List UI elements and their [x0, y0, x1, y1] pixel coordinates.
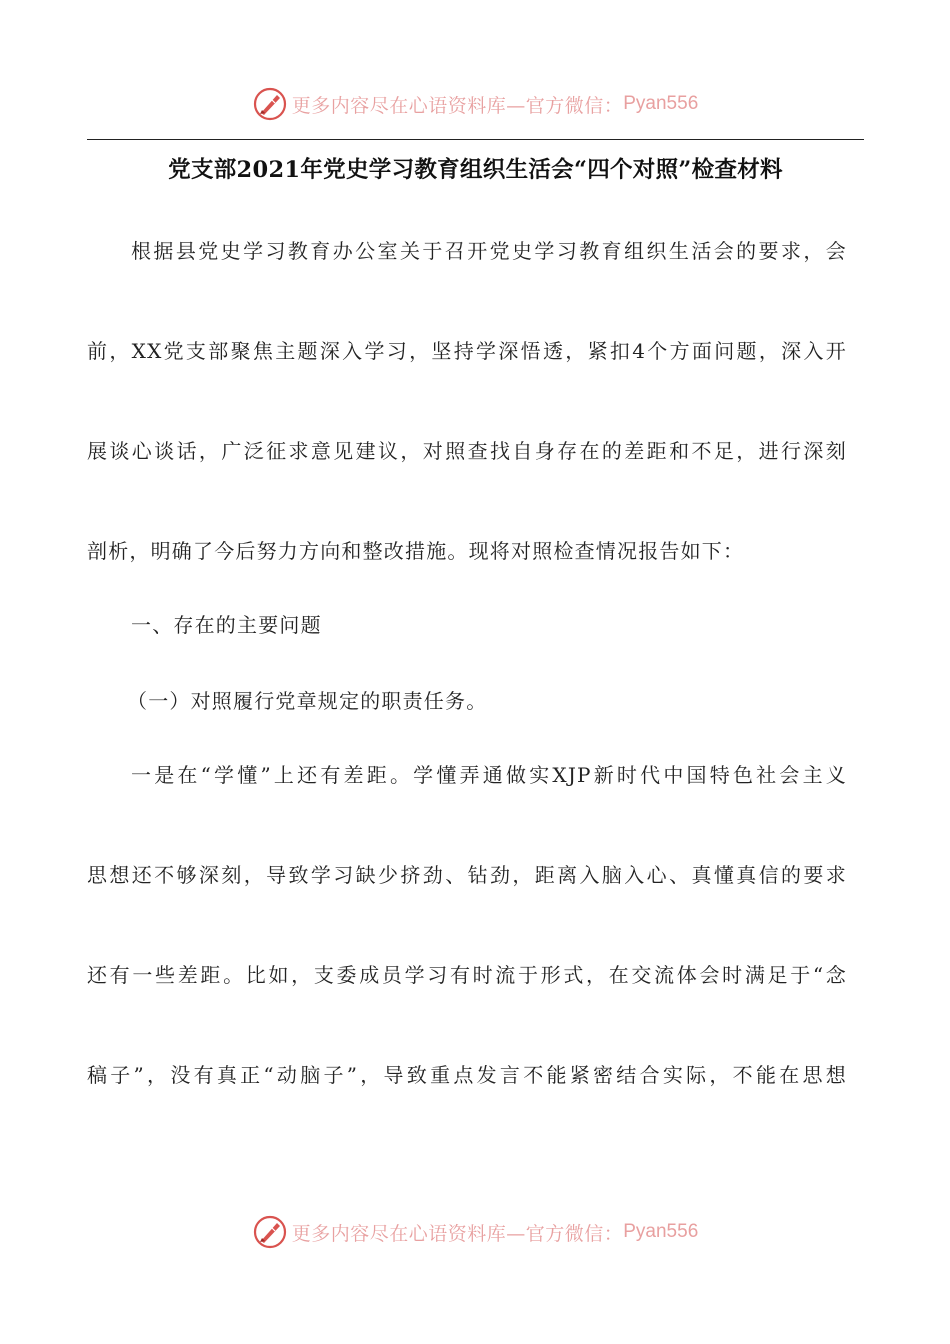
- paragraph-line: 根据县党史学习教育办公室关于召开党史学习教育组织生活会的要求，会: [131, 239, 847, 263]
- footer-watermark-banner: [0, 1210, 950, 1254]
- quill-pen-logo-icon: [252, 1214, 288, 1250]
- section-heading: 一、存在的主要问题: [131, 613, 322, 637]
- wechat-id: Pyan556: [623, 93, 699, 114]
- paragraph-line: 展谈心谈话，广泛征求意见建议，对照查找自身存在的差距和不足，进行深刻: [87, 439, 847, 463]
- paragraph-line: 剖析，明确了今后努力方向和整改措施。现将对照检查情况报告如下：: [87, 539, 745, 563]
- wechat-id: Pyan556: [623, 1221, 699, 1242]
- paragraph-line: 还有一些差距。比如，支委成员学习有时流于形式，在交流体会时满足于“念: [87, 963, 847, 987]
- watermark-text: 更多内容尽在心语资料库—官方微信：: [291, 94, 624, 117]
- watermark-text: 更多内容尽在心语资料库—官方微信：: [291, 1222, 624, 1245]
- paragraph-line: 稿子”，没有真正“动脑子”，导致重点发言不能紧密结合实际，不能在思想: [87, 1063, 847, 1087]
- header-watermark-banner: [0, 82, 950, 126]
- quill-pen-logo-icon: [252, 86, 288, 122]
- paragraph-line: 一是在“学懂”上还有差距。学懂弄通做实XJP新时代中国特色社会主义: [131, 763, 847, 787]
- document-title: 党支部2021年党史学习教育组织生活会“四个对照”检查材料: [168, 157, 783, 183]
- paragraph-line: 思想还不够深刻，导致学习缺少挤劲、钻劲，距离入脑入心、真懂真信的要求: [87, 863, 847, 887]
- paragraph-line: 前，XX党支部聚焦主题深入学习，坚持学深悟透，紧扣4个方面问题，深入开: [87, 339, 847, 363]
- header-divider: [87, 139, 864, 140]
- subsection-heading: （一）对照履行党章规定的职责任务。: [127, 689, 488, 713]
